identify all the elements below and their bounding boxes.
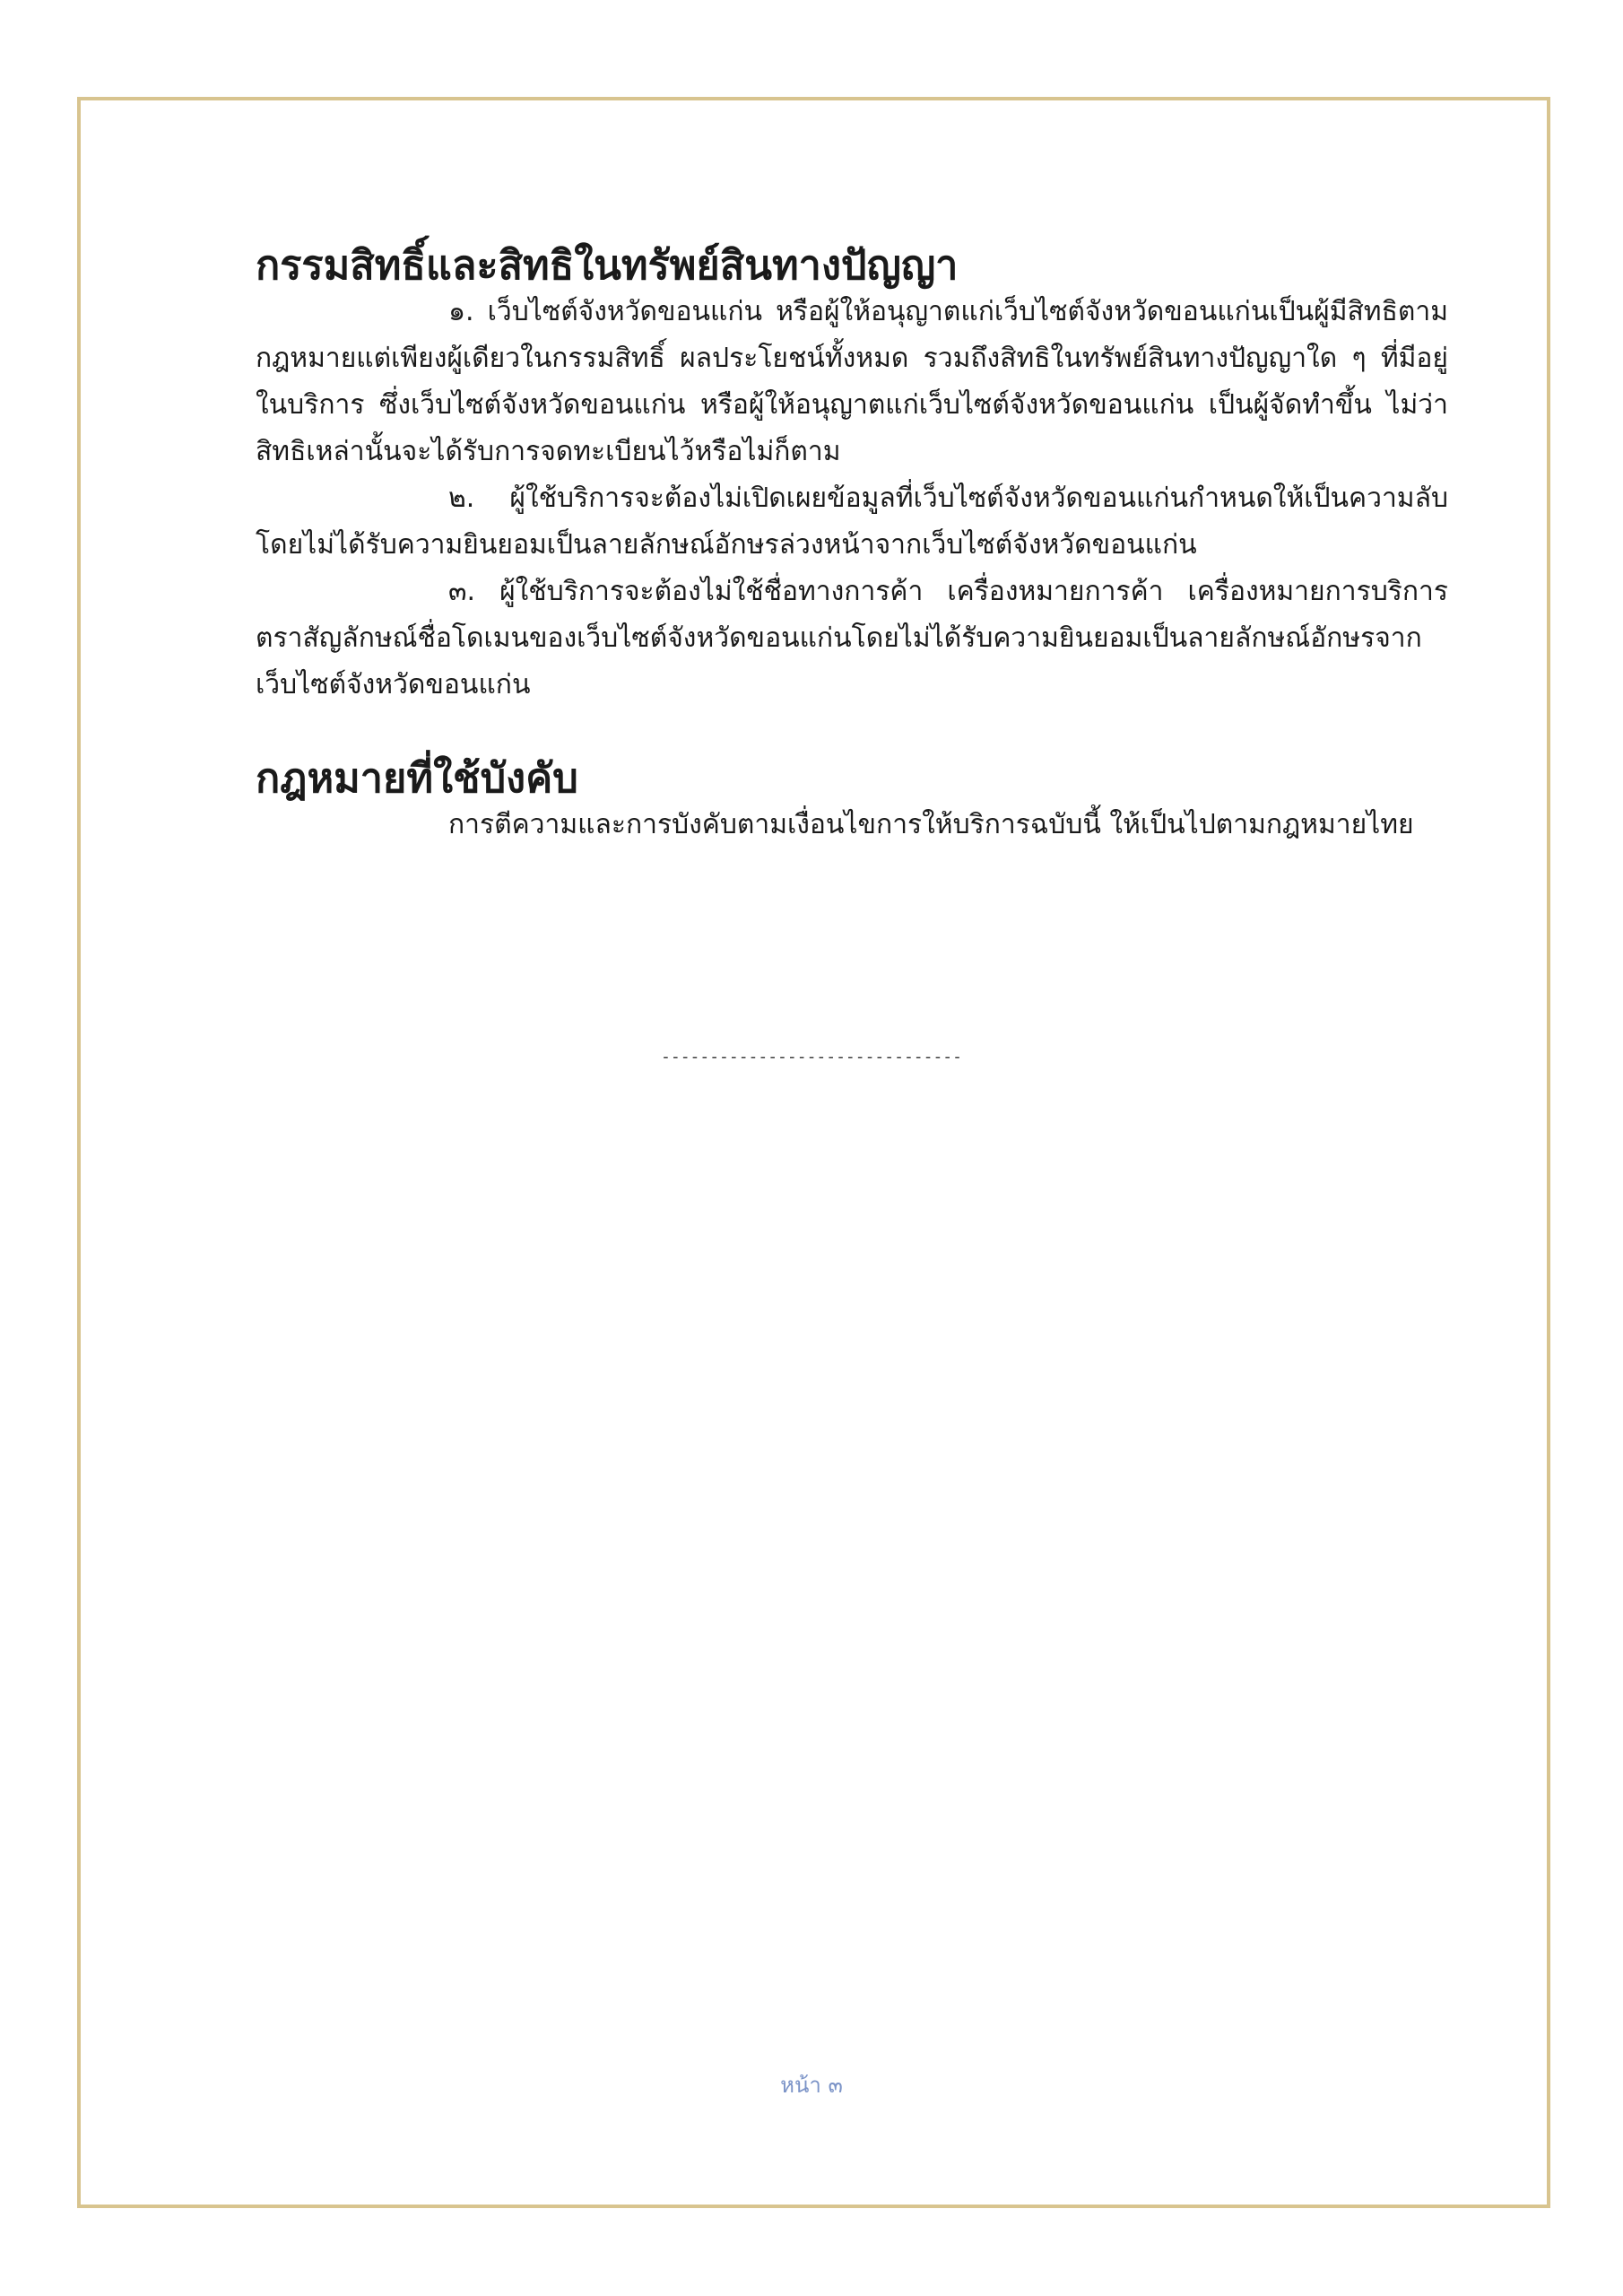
document-body [256, 242, 1448, 848]
section-heading-law: กฎหมายที่ใช้บังคับ [256, 754, 578, 802]
clause-2: ๒. ผู้ใช้บริการจะต้องไม่เปิดเผยข้อมูลที่เว็บไซต์จังหวัดขอนแก่นกำหนดให้เป็นความลับโดยไม่ได้รับความยินยอมเป็นลายลักษณ์อักษรล่วงหน้าจากเว็บไซต์จังหวัดขอนแก่น [256, 483, 1448, 561]
end-separator: ------------------------------- [661, 1048, 962, 1066]
page-number: หน้า ๓ [780, 2073, 843, 2098]
section-heading-ip: กรรมสิทธิ์และสิทธิในทรัพย์สินทางปัญญา [256, 241, 959, 289]
clause-1: ๑. เว็บไซต์จังหวัดขอนแก่น หรือผู้ให้อนุญาตแก่เว็บไซต์จังหวัดขอนแก่นเป็นผู้มีสิทธิตามกฎหมายแต่เพียงผู้เดียวในกรรมสิทธิ์ ผลประโยชน์ทั้งหมด รวมถึงสิทธิในทรัพย์สินทางปัญญาใด ๆ ที่มีอยู่ในบริการ ซึ่งเว็บไซต์จังหวัดขอนแก่น หรือผู้ให้อนุญาตแก่เว็บไซต์จังหวัดขอนแก่น เป็นผู้จัดทำขึ้น ไม่ว่าสิทธิเหล่านั้นจะได้รับการจดทะเบียนไว้หรือไม่ก็ตาม [256, 296, 1448, 467]
section-gap [256, 709, 1448, 755]
clause-3: ๓. ผู้ใช้บริการจะต้องไม่ใช้ชื่อทางการค้า เครื่องหมายการค้า เครื่องหมายการบริการ ตราสัญลักษณ์ชื่อโดเมนของเว็บไซต์จังหวัดขอนแก่นโดยไม่ได้รับความยินยอมเป็นลายลักษณ์อักษรจากเว็บไซต์จังหวัดขอนแก่น [256, 576, 1448, 700]
governing-law-text: การตีความและการบังคับตามเงื่อนไขการให้บริการฉบับนี้ ให้เป็นไปตามกฎหมายไทย [448, 809, 1414, 840]
